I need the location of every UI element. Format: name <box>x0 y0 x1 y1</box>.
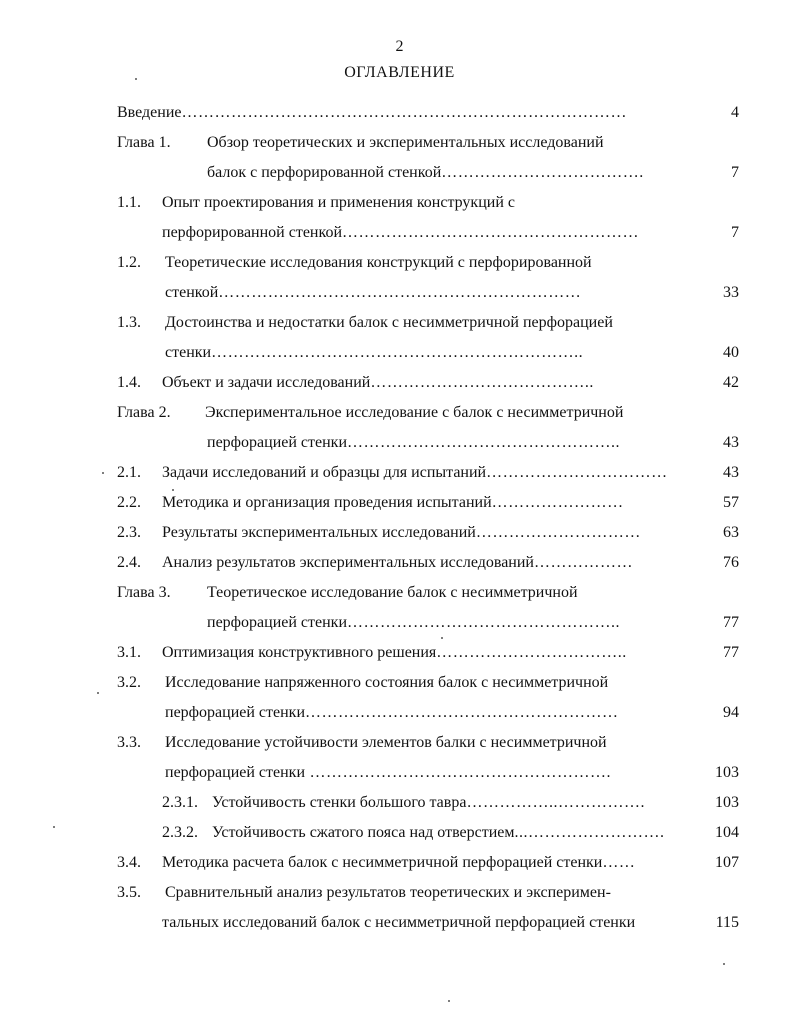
toc-entry-page: 7 <box>731 224 739 241</box>
toc-entry-text: Обзор теоретических и экспериментальных исследований <box>207 134 604 151</box>
toc-entry-text: Устойчивость сжатого пояса над отверстием <box>212 824 515 841</box>
toc-section-3-5 <box>117 882 739 904</box>
toc-section-2-1: 2.1. Задачи исследований и образцы для испытаний…………………………… 43 <box>117 462 739 484</box>
toc-entry-page: 115 <box>715 914 739 931</box>
toc-entry-page: 42 <box>723 374 739 391</box>
toc-section-1-2-cont: стенкой………………………………………………………… 33 <box>165 282 739 304</box>
toc-entry-label: 2.3. <box>117 524 141 541</box>
toc-title: ОГЛАВЛЕНИЕ <box>344 64 455 81</box>
toc-entry-page: 77 <box>723 644 739 661</box>
toc-entry-text: Методика расчета балок с несимметричной перфорацией стенки <box>162 854 603 871</box>
toc-entry-text: Результаты экспериментальных исследований <box>162 524 476 541</box>
toc-entry-text: Теоретическое исследование балок с несимметричной <box>207 584 578 601</box>
toc-entry-text: балок с перфорированной стенкой <box>207 164 442 181</box>
scan-speck <box>97 692 99 694</box>
toc-entry-text: Экспериментальное исследование с балок с несимметричной <box>205 404 624 421</box>
toc-entry-page: 43 <box>723 464 739 481</box>
toc-entry-page: 103 <box>715 794 739 811</box>
toc-section-2-2: 2.2. Методика и организация проведения испытаний…………………… 57 <box>117 492 739 514</box>
toc-entry-page: 33 <box>723 284 739 301</box>
toc-entry-text: Достоинства и недостатки балок с несимметричной перфорацией <box>165 314 613 331</box>
toc-entry-text: перфорированной стенкой <box>162 224 343 241</box>
toc-section-2-3: 2.3. Результаты экспериментальных исследований………………………… 63 <box>117 522 739 544</box>
toc-entry-page: 40 <box>723 344 739 361</box>
toc-entry-label: 2.3.2. <box>162 824 198 841</box>
toc-entry-label: 3.1. <box>117 644 141 661</box>
toc-entry-text: Введение <box>117 104 182 121</box>
toc-entry-label: 2.3.1. <box>162 794 198 811</box>
toc-chapter-1 <box>117 132 739 154</box>
toc-section-3-4: 3.4. Методика расчета балок с несимметричной перфорацией стенки…… 107 <box>117 852 739 874</box>
toc-entry-text: перфорацией стенки <box>165 704 306 721</box>
toc-entry-label: 3.3. <box>117 734 141 751</box>
toc-entry-label: 3.4. <box>117 854 141 871</box>
toc-entry-text: Исследование устойчивости элементов балки с несимметричной <box>165 734 607 751</box>
toc-chapter-2-cont: перфорацией стенки………………………………………….. 43 <box>207 432 739 454</box>
toc-section-3-3 <box>117 732 739 754</box>
toc-entry-page: 76 <box>723 554 739 571</box>
toc-section-1-2 <box>117 252 739 274</box>
toc-entry-text: Анализ результатов экспериментальных исследований <box>162 554 534 571</box>
toc-entry-label: 2.4. <box>117 554 141 571</box>
scan-speck <box>53 826 55 828</box>
toc-chapter-3-cont: перфорацией стенки………………………………………….. 77 <box>207 612 739 634</box>
toc-chapter-3 <box>117 582 739 604</box>
toc-entry-page: 103 <box>715 764 739 781</box>
toc-section-3-1: 3.1. Оптимизация конструктивного решения…………………………….. 77 <box>117 642 739 664</box>
toc-entry-text: Сравнительный анализ результатов теоретических и эксперимен- <box>165 884 611 901</box>
toc-entry-page: 63 <box>723 524 739 541</box>
toc-chapter-2 <box>117 402 739 424</box>
toc-entry-label: 1.3. <box>117 314 141 331</box>
toc-entry-label: 1.1. <box>117 194 141 211</box>
toc-entry-label: Глава 1. <box>117 134 171 151</box>
toc-entry-page: 7 <box>731 164 739 181</box>
toc-entry-label: 1.2. <box>117 254 141 271</box>
toc-entry-text: Задачи исследований и образцы для испытаний <box>162 464 487 481</box>
toc-entry-label: 2.2. <box>117 494 141 511</box>
toc-entry-page: 107 <box>715 854 739 871</box>
scan-speck <box>441 637 443 639</box>
toc-entry-text: тальных исследований балок с несимметричной перфорацией стенки <box>162 914 636 931</box>
toc-entry-text: перфорацией стенки <box>207 434 348 451</box>
toc-entry-text: стенкой <box>165 284 219 301</box>
toc-section-1-4: 1.4. Объект и задачи исследований………………………………….. 42 <box>117 372 739 394</box>
toc-subsection-2-3-2: 2.3.2. Устойчивость сжатого пояса над отверстием...……………………. 104 <box>162 822 739 844</box>
scan-speck <box>172 489 174 491</box>
toc-entry-page: 104 <box>715 824 739 841</box>
toc-entry-label: Глава 3. <box>117 584 171 601</box>
toc-entry-text: Оптимизация конструктивного решения <box>162 644 437 661</box>
toc-entry-text: Теоретические исследования конструкций с перфорированной <box>165 254 592 271</box>
toc-entry-label: Глава 2. <box>117 404 171 421</box>
toc-section-3-3-cont: перфорацией стенки ………………………………………………. 103 <box>165 762 739 784</box>
toc-entry-introduction: Введение……………………………………………………………………… 4 <box>117 102 739 124</box>
toc-entry-text: Исследование напряженного состояния балок с несимметричной <box>165 674 609 691</box>
toc-chapter-1-cont: балок с перфорированной стенкой………………………………. 7 <box>207 162 739 184</box>
scan-speck <box>448 1000 450 1002</box>
toc-section-1-3 <box>117 312 739 334</box>
toc-entry-page: 4 <box>731 104 739 121</box>
toc-entry-text: Устойчивость стенки большого тавра <box>212 794 467 811</box>
toc-entry-text: стенки <box>165 344 212 361</box>
toc-section-2-4: 2.4. Анализ результатов экспериментальных исследований……………… 76 <box>117 552 739 574</box>
toc-entry-label: 3.2. <box>117 674 141 691</box>
toc-entry-page: 43 <box>723 434 739 451</box>
toc-entry-text: Методика и организация проведения испытаний <box>162 494 492 511</box>
toc-section-1-1-cont: перфорированной стенкой……………………………………………… 7 <box>162 222 739 244</box>
toc-entry-label: 3.5. <box>117 884 141 901</box>
toc-section-3-2 <box>117 672 739 694</box>
scan-speck <box>135 78 137 80</box>
toc-entry-page: 57 <box>723 494 739 511</box>
toc-entry-text: Опыт проектирования и применения конструкций с <box>162 194 515 211</box>
toc-entry-label: 1.4. <box>117 374 141 391</box>
toc-entry-page: 94 <box>723 704 739 721</box>
toc-section-3-5-cont <box>162 912 739 934</box>
scan-speck <box>102 472 104 474</box>
page-number: 2 <box>395 38 404 55</box>
toc-section-1-3-cont: стенки………………………………………………………….. 40 <box>165 342 739 364</box>
toc-entry-text: Объект и задачи исследований <box>162 374 371 391</box>
toc-entry-page: 77 <box>723 614 739 631</box>
toc-entry-label: 2.1. <box>117 464 141 481</box>
toc-entry-text: перфорацией стенки <box>165 764 306 781</box>
toc-section-1-1 <box>117 192 739 214</box>
scan-speck <box>723 963 725 965</box>
toc-section-3-2-cont: перфорацией стенки………………………………………………… 94 <box>165 702 739 724</box>
toc-subsection-2-3-1: 2.3.1. Устойчивость стенки большого тавра……………..……………. 103 <box>162 792 739 814</box>
toc-entry-text: перфорацией стенки <box>207 614 348 631</box>
